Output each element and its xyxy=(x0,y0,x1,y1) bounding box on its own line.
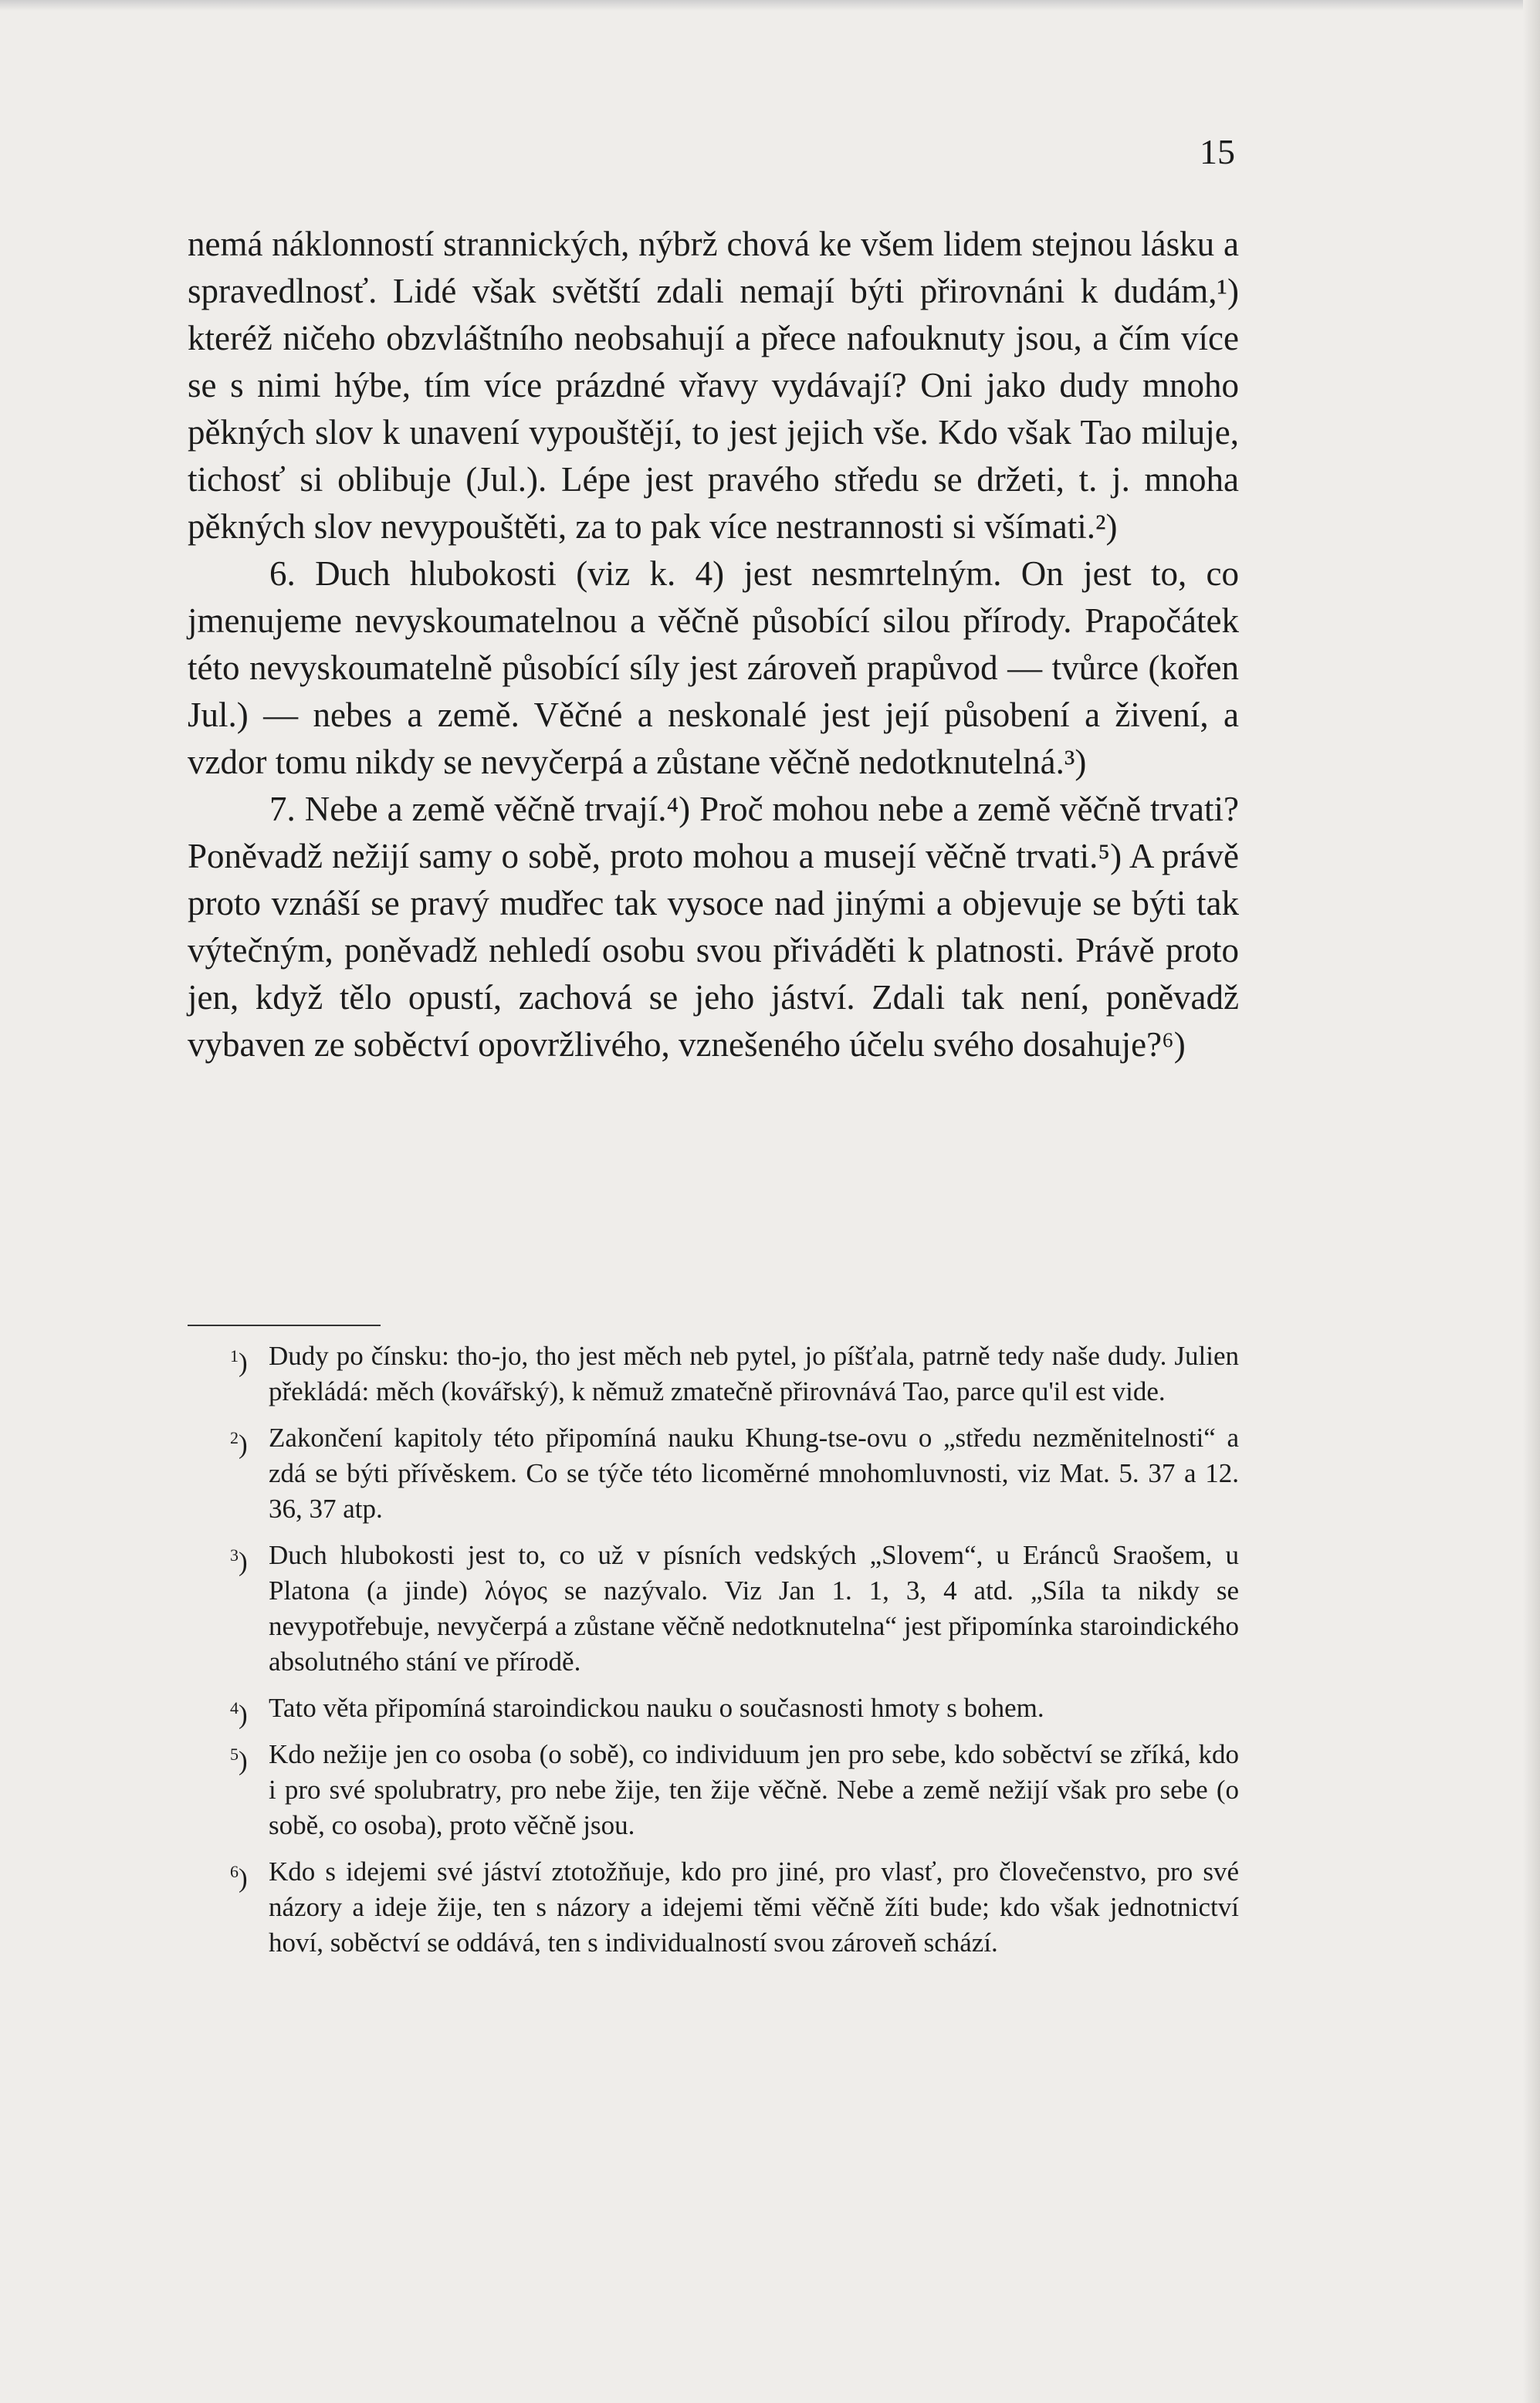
footnote-2 xyxy=(222,1420,1239,1527)
footnote-marker: $^5$) xyxy=(230,1745,248,1776)
footnote-text: Tato věta připomíná staroindickou nauku o současnosti hmoty s bohem. xyxy=(269,1693,1044,1723)
footnote-marker: $^2$) xyxy=(230,1428,248,1460)
footnote-5 xyxy=(222,1737,1239,1843)
footnote-divider xyxy=(188,1325,381,1326)
footnote-marker: $^6$) xyxy=(230,1862,248,1894)
footnote-1 xyxy=(222,1339,1239,1410)
footnote-text: Kdo nežije jen co osoba (o sobě), co individuum jen pro sebe, kdo soběctví se zříká, kdo i pro své spolubratry, pro nebe žije, ten žije věčně. Nebe a země nežijí však pro sebe (o sobě, co osoba), proto věčně jsou. xyxy=(269,1739,1239,1840)
footnote-marker: $^3$) xyxy=(230,1545,248,1577)
footnote-6 xyxy=(222,1854,1239,1961)
paragraph-2: 6. Duch hlubokosti (viz k. 4) jest nesmrtelným. On jest to, co jmenujeme nevyskoumatelnou a věčně působící silou přírody. Prapočátek této nevyskoumatelně působící síly jest zároveň prapůvod — tvůrce (kořen Jul.) — nebes a země. Věčné a neskonalé jest její působení a živení, a vzdor tomu nikdy se nevyčerpá a zůstane věčně nedotknutelná.³) xyxy=(188,554,1239,781)
footnote-3 xyxy=(222,1538,1239,1680)
footnote-text: Dudy po čínsku: tho-jo, tho jest měch neb pytel, jo píšťala, patrně tedy naše dudy. Julien překládá: měch (kovářský), k němuž zmatečně přirovnává Tao, parce qu'il est vide. xyxy=(269,1341,1239,1406)
main-text xyxy=(188,221,1239,1068)
page-number: 15 xyxy=(1200,132,1235,171)
footnote-text: Kdo s idejemi své jáství ztotožňuje, kdo pro jiné, pro vlasť, pro človečenstvo, pro své názory a ideje žije, ten s názory a idejemi těmi věčně žíti bude; kdo však jednotnictví hoví, soběctví se oddává, ten s individualností svou zároveň schází. xyxy=(269,1856,1239,1958)
footnote-text: Duch hlubokosti jest to, co už v písních vedských „Slovem“, u Eránců Sraošem, u Platona (a jinde) λόγος se nazývalo. Viz Jan 1. 1, 3, 4 atd. „Síla ta nikdy se nevypotřebuje, nevyčerpá a zůstane věčně nedotknutelna“ jest připomínka staroindického absolutného stání ve přírodě. xyxy=(269,1540,1239,1677)
scan-edge-right xyxy=(1523,0,1540,2403)
footnotes xyxy=(222,1339,1239,1971)
footnote-4 xyxy=(222,1691,1239,1730)
footnote-text: Zakončení kapitoly této připomíná nauku Khung-tse-ovu o „středu nezměnitelnosti“ a zdá se býti přívěskem. Co se týče této licoměrné mnohomluvnosti, viz Mat. 5. 37 a 12. 36, 37 atp. xyxy=(269,1423,1239,1524)
footnote-marker: $^4$) xyxy=(230,1698,248,1730)
scan-edge-top xyxy=(0,0,1540,11)
paragraph-3: 7. Nebe a země věčně trvají.⁴) Proč mohou nebe a země věčně trvati? Poněvadž nežijí samy o sobě, proto mohou a musejí věčně trvati.⁵) A právě proto vznáší se pravý mudřec tak vysoce nad jinými a objevuje se býti tak výtečným, poněvadž nehledí osobu svou přiváděti k platnosti. Právě proto jen, když tělo opustí, zachová se jeho jáství. Zdali tak není, poněvadž vybaven ze soběctví opovržlivého, vznešeného účelu svého dosahuje?⁶) xyxy=(188,790,1239,1064)
footnote-marker: $^1$) xyxy=(230,1346,248,1378)
paragraph-1: nemá náklonností strannických, nýbrž chová ke všem lidem stejnou lásku a spravedlnosť. Lidé však světští zdali nemají býti přirovnáni k dudám,¹) kteréž ničeho obzvláštního neobsahují a přece nafouknuty jsou, a čím více se s nimi hýbe, tím více prázdné vřavy vydávají? Oni jako dudy mnoho pěkných slov k unavení vypouštějí, to jest jejich vše. Kdo však Tao miluje, tichosť si oblibuje (Jul.). Lépe jest pravého středu se držeti, t. j. mnoha pěkných slov nevypouštěti, za to pak více nestrannosti si všímati.²) xyxy=(188,225,1239,546)
